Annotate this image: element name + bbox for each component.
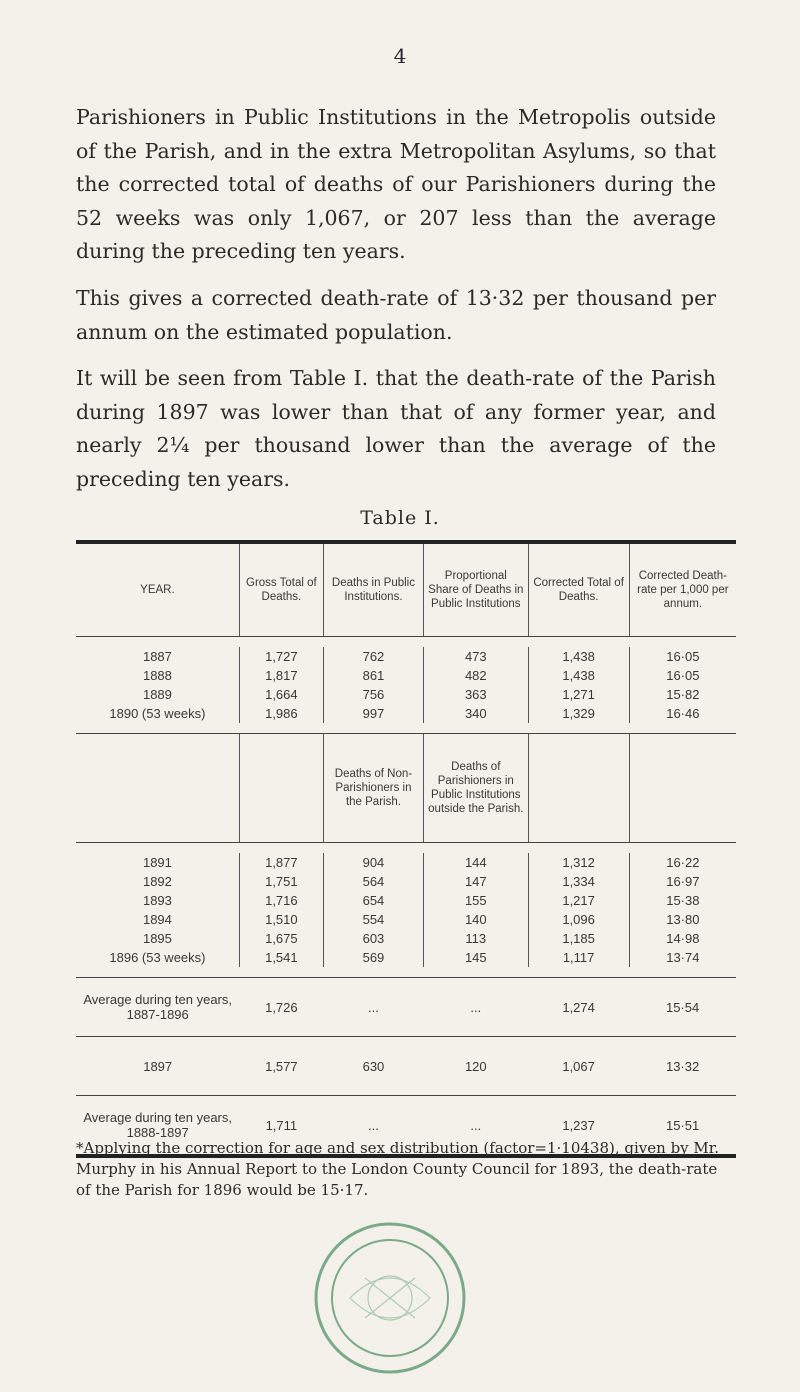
- table-cell: 1,664: [239, 685, 323, 704]
- table-cell: 482: [424, 666, 529, 685]
- empty-cell: [76, 734, 239, 843]
- table-cell: [76, 967, 239, 978]
- table-cell: 145: [424, 948, 529, 967]
- table-cell: 13·74: [629, 948, 736, 967]
- table-cell: 16·46: [629, 704, 736, 723]
- table-cell: 1,577: [239, 1037, 323, 1096]
- table-cell: 1,438: [528, 666, 629, 685]
- paragraph-1: Parishioners in Public Institutions in the Metropolis outside of the Parish, and in the extra Metropolitan Asylums, so that the corrected total of deaths of our Parishioners during the 52 weeks was only 1,067, or 207 less than the average during the preceding ten years.: [76, 105, 716, 263]
- table-row: [76, 685, 736, 704]
- table-cell: [76, 843, 239, 854]
- table-cell: 147: [424, 872, 529, 891]
- table-cell: 564: [323, 872, 423, 891]
- table-cell: 569: [323, 948, 423, 967]
- table-cell: 1,510: [239, 910, 323, 929]
- table-cell: ...: [424, 1096, 529, 1157]
- table-header-row: [76, 544, 736, 637]
- table-cell: 603: [323, 929, 423, 948]
- table-cell: 1,096: [528, 910, 629, 929]
- table-cell: 1892: [142, 874, 172, 889]
- table-cell: 16·22: [629, 853, 736, 872]
- header-gross-total: Gross Total of Deaths.: [239, 544, 323, 637]
- table-cell: 554: [323, 910, 423, 929]
- table-cell: 997: [323, 704, 423, 723]
- spacer-row: [76, 967, 736, 978]
- table-cell: ...: [424, 978, 529, 1037]
- empty-cell: [239, 734, 323, 843]
- table-cell: 473: [424, 647, 529, 666]
- table-cell: 1,274: [528, 978, 629, 1037]
- subheader-cell: Deaths of Parishioners in Public Institutions outside the Parish.: [424, 734, 529, 843]
- table-cell: 1,727: [239, 647, 323, 666]
- table-cell: 16·05: [629, 647, 736, 666]
- paragraph-2: This gives a corrected death-rate of 13·32 per thousand per annum on the estimated population.: [76, 286, 716, 344]
- table-cell: [424, 723, 529, 734]
- table-cell: 15·38: [629, 891, 736, 910]
- table-row: [76, 948, 736, 967]
- empty-cell: [629, 734, 736, 843]
- table-cell: [528, 967, 629, 978]
- table-cell: [528, 723, 629, 734]
- table-cell: 1,711: [239, 1096, 323, 1157]
- table-cell: 340: [424, 704, 529, 723]
- table-cell: 1,217: [528, 891, 629, 910]
- table-cell: 14·98: [629, 929, 736, 948]
- table-cell: 1,817: [239, 666, 323, 685]
- table-cell: 120: [424, 1037, 529, 1096]
- table-cell: 1,986: [239, 704, 323, 723]
- table-cell: 1,877: [239, 853, 323, 872]
- table-cell: 1897: [76, 1037, 239, 1096]
- table-cell: 13·80: [629, 910, 736, 929]
- row-1897: [76, 1037, 736, 1096]
- table-cell: 13·32: [629, 1037, 736, 1096]
- table-cell: [629, 723, 736, 734]
- table-cell: 113: [424, 929, 529, 948]
- table-cell: [76, 723, 239, 734]
- table-cell: Average during ten years, 1887-1896: [76, 978, 239, 1037]
- table-cell: [239, 723, 323, 734]
- table-cell: [424, 967, 529, 978]
- spacer-row: [76, 723, 736, 734]
- table-cell: 1,716: [239, 891, 323, 910]
- table-cell: [424, 843, 529, 854]
- table-cell: [323, 843, 423, 854]
- header-corrected-total: Corrected Total of Deaths.: [528, 544, 629, 637]
- table-cell: Average during ten years, 1888-1897: [76, 1096, 239, 1157]
- table-cell: 140: [424, 910, 529, 929]
- table-cell: 16·05: [629, 666, 736, 685]
- header-year: YEAR.: [76, 544, 239, 637]
- table-row: [76, 853, 736, 872]
- table-cell: 1,675: [239, 929, 323, 948]
- average-row-1887-1896: [76, 978, 736, 1037]
- table-cell: 1,237: [528, 1096, 629, 1157]
- table-cell: [239, 967, 323, 978]
- table-cell: [239, 843, 323, 854]
- table-cell: 1,067: [528, 1037, 629, 1096]
- table-row: [76, 929, 736, 948]
- table-cell: 1,438: [528, 647, 629, 666]
- table-row: [76, 666, 736, 685]
- header-corrected-rate: Corrected Death-rate per 1,000 per annum.: [629, 544, 736, 637]
- table-cell: 1889: [142, 687, 172, 702]
- table-cell: 15·82: [629, 685, 736, 704]
- table-cell: 1888: [142, 668, 172, 683]
- table-row: [76, 704, 736, 723]
- table-cell: 1,271: [528, 685, 629, 704]
- empty-cell: [528, 734, 629, 843]
- table-cell: 1890 (53 weeks): [109, 706, 206, 721]
- paragraph-3: It will be seen from Table I. that the death-rate of the Parish during 1897 was lower than that of any former year, and nearly 2¼ per thousand lower than the average of the preceding ten years.: [76, 366, 716, 491]
- table-cell: 1893: [142, 893, 172, 908]
- library-stamp: [310, 1218, 470, 1378]
- table-cell: ...: [323, 978, 423, 1037]
- table-cell: [323, 723, 423, 734]
- spacer-row: [76, 843, 736, 854]
- table-cell: 1895: [142, 931, 172, 946]
- table-cell: 144: [424, 853, 529, 872]
- mortality-table: [76, 540, 736, 1158]
- table-cell: 1,751: [239, 872, 323, 891]
- table-cell: 756: [323, 685, 423, 704]
- table-cell: [629, 967, 736, 978]
- table-cell: 363: [424, 685, 529, 704]
- footnote: *Applying the correction for age and sex distribution (factor=1·10438), given by Mr. Murphy in his Annual Report to the London County Council for 1893, the death-rate of the Parish for 1896 would be 15·17.: [76, 1139, 720, 1199]
- table-cell: 1894: [142, 912, 172, 927]
- table-cell: 762: [323, 647, 423, 666]
- table-cell: 861: [323, 666, 423, 685]
- table-cell: ...: [323, 1096, 423, 1157]
- table-cell: 1,312: [528, 853, 629, 872]
- table-cell: 1887: [142, 649, 172, 664]
- table-cell: 155: [424, 891, 529, 910]
- table-cell: 1,329: [528, 704, 629, 723]
- table-cell: [323, 967, 423, 978]
- table-cell: [528, 843, 629, 854]
- table-cell: 16·97: [629, 872, 736, 891]
- table-subheader-row: [76, 734, 736, 843]
- table-cell: 904: [323, 853, 423, 872]
- table-cell: 1,334: [528, 872, 629, 891]
- subheader-cell: Deaths of Non-Parishioners in the Parish.: [323, 734, 423, 843]
- table-row: [76, 910, 736, 929]
- table-cell: 1891: [142, 855, 172, 870]
- table-cell: 654: [323, 891, 423, 910]
- header-public-institutions: Deaths in Public Institutions.: [323, 544, 423, 637]
- page-number: 4: [393, 44, 407, 68]
- table-cell: [629, 843, 736, 854]
- table-cell: 1896 (53 weeks): [109, 950, 206, 965]
- table-row: [76, 647, 736, 666]
- table-cell: 15·54: [629, 978, 736, 1037]
- table-cell: 1,185: [528, 929, 629, 948]
- table-cell: 1,117: [528, 948, 629, 967]
- table-cell: 1,726: [239, 978, 323, 1037]
- header-proportional-share: Proportional Share of Deaths in Public Institutions: [424, 544, 529, 637]
- table-title: Table I.: [360, 507, 440, 529]
- table-row: [76, 891, 736, 910]
- table-cell: 15·51: [629, 1096, 736, 1157]
- table-cell: 630: [323, 1037, 423, 1096]
- table-cell: 1,541: [239, 948, 323, 967]
- table-row: [76, 872, 736, 891]
